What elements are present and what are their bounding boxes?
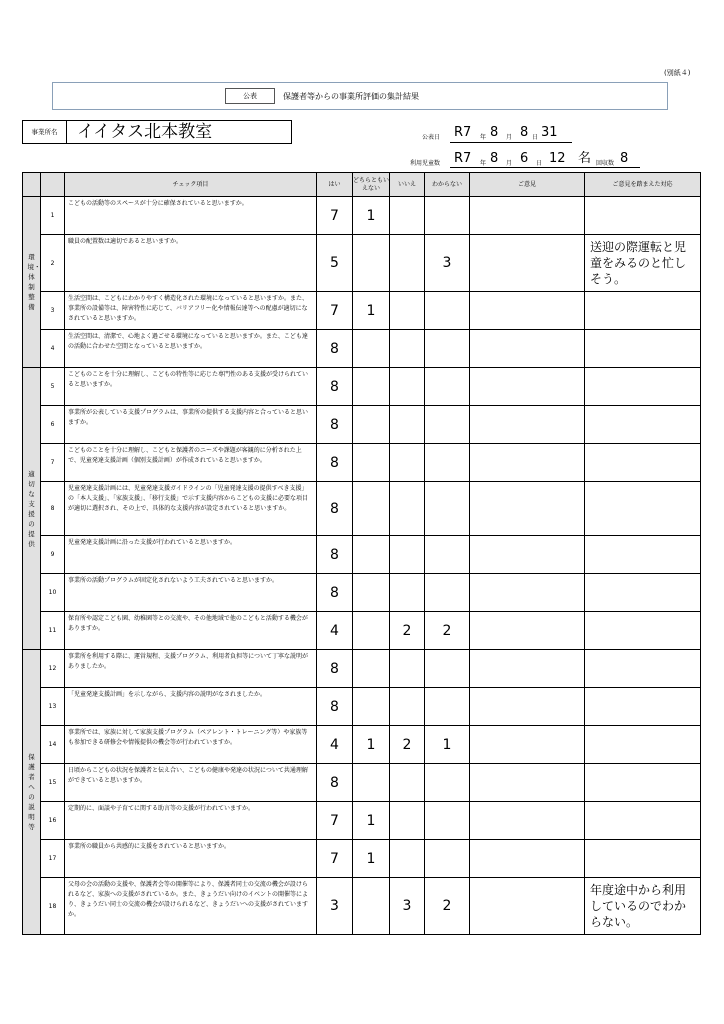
- neutral-count: [353, 612, 390, 650]
- no-count: [390, 197, 425, 235]
- usage-era: R7: [454, 151, 472, 166]
- unknown-count: [425, 292, 470, 330]
- table-row: [23, 840, 701, 878]
- yes-count: 8: [317, 406, 353, 444]
- unknown-count: [425, 444, 470, 482]
- question-text: 児童発達支援計画に沿った支援が行われていると思いますか。: [65, 536, 317, 574]
- yes-count: 8: [317, 574, 353, 612]
- table-row: [23, 574, 701, 612]
- opinion-cell: [470, 764, 585, 802]
- question-number: 8: [41, 482, 65, 536]
- neutral-count: [353, 688, 390, 726]
- usage-underline: [450, 167, 640, 168]
- neutral-count: 1: [353, 726, 390, 764]
- no-count: [390, 444, 425, 482]
- opinion-cell: [470, 406, 585, 444]
- question-text: 生活空間は、清潔で、心地よく過ごせる環境になっていると思いますか。また、こども達の活動に合わせた空間となっていると思いますか。: [65, 330, 317, 368]
- question-number: 4: [41, 330, 65, 368]
- publish-day: 31: [541, 125, 558, 140]
- response-cell: [585, 536, 701, 574]
- response-cell: [585, 406, 701, 444]
- neutral-count: 1: [353, 292, 390, 330]
- response-cell: [585, 802, 701, 840]
- neutral-count: [353, 406, 390, 444]
- table-row: [23, 536, 701, 574]
- question-number: 15: [41, 764, 65, 802]
- section-label: 保護者への説明等: [23, 650, 41, 935]
- yes-count: 4: [317, 612, 353, 650]
- publish-year-unit: 年: [480, 134, 487, 141]
- no-count: 3: [390, 878, 425, 935]
- usage-month-unit: 月: [506, 160, 513, 167]
- publish-tag: 公表: [225, 88, 275, 104]
- unknown-count: [425, 650, 470, 688]
- no-count: 2: [390, 726, 425, 764]
- neutral-count: [353, 650, 390, 688]
- response-cell: [585, 368, 701, 406]
- header-yes: はい: [317, 173, 353, 197]
- no-count: [390, 482, 425, 536]
- question-number: 11: [41, 612, 65, 650]
- question-text: 事業所では、家族に対して家族支援プログラム（ペアレント・トレーニング等）や家族等も参加できる研修会や情報提供の機会等が行われていますか。: [65, 726, 317, 764]
- table-row: [23, 802, 701, 840]
- response-cell: [585, 482, 701, 536]
- neutral-count: 1: [353, 197, 390, 235]
- unknown-count: [425, 840, 470, 878]
- question-number: 6: [41, 406, 65, 444]
- neutral-count: [353, 482, 390, 536]
- yes-count: 8: [317, 368, 353, 406]
- opinion-cell: [470, 444, 585, 482]
- table-row: [23, 368, 701, 406]
- table-row: [23, 197, 701, 235]
- response-cell: [585, 688, 701, 726]
- response-cell: [585, 330, 701, 368]
- table-row: [23, 235, 701, 292]
- evaluation-table: [22, 172, 701, 935]
- usage-year-unit: 年: [480, 160, 487, 167]
- neutral-count: 1: [353, 802, 390, 840]
- yes-count: 8: [317, 482, 353, 536]
- yes-count: 8: [317, 650, 353, 688]
- attachment-note: (別紙４): [664, 69, 691, 77]
- no-count: [390, 650, 425, 688]
- response-cell: [585, 574, 701, 612]
- yes-count: 8: [317, 444, 353, 482]
- table-row: [23, 612, 701, 650]
- unknown-count: 2: [425, 878, 470, 935]
- unknown-count: [425, 536, 470, 574]
- unknown-count: 1: [425, 726, 470, 764]
- table-row: [23, 688, 701, 726]
- question-text: 事業所を利用する際に、運営規程、支援プログラム、利用者負担等について丁寧な説明がありましたか。: [65, 650, 317, 688]
- no-count: [390, 292, 425, 330]
- opinion-cell: [470, 612, 585, 650]
- opinion-cell: [470, 482, 585, 536]
- usage-returns-label: 回収数: [596, 160, 615, 167]
- response-cell: [585, 764, 701, 802]
- question-text: 「児童発達支援計画」を示しながら、支援内容の説明がなされましたか。: [65, 688, 317, 726]
- unknown-count: [425, 688, 470, 726]
- question-text: 事業所の活動プログラムが固定化されないよう工夫されていると思いますか。: [65, 574, 317, 612]
- response-cell: [585, 726, 701, 764]
- response-cell: 年度途中から利用しているのでわからない。: [585, 878, 701, 935]
- table-row: [23, 726, 701, 764]
- opinion-cell: [470, 536, 585, 574]
- question-text: 職員の配置数は適切であると思いますか。: [65, 235, 317, 292]
- unknown-count: [425, 802, 470, 840]
- no-count: [390, 688, 425, 726]
- table-header-row: [23, 173, 701, 197]
- opinion-cell: [470, 330, 585, 368]
- header-neutral: どちらともいえない: [353, 173, 390, 197]
- question-text: 父母の会の活動の支援や、保護者会等の開催等により、保護者同士の交流の機会が設けられるなど、家族への支援がされているか。また、きょうだい向けのイベントの開催等により、きょうだい同士の交流の機会が設けられるなど、きょうだいへの支援がされていますか。: [65, 878, 317, 935]
- question-number: 18: [41, 878, 65, 935]
- question-text: 児童発達支援計画には、児童発達支援ガイドラインの「児童発達支援の提供すべき支援」の「本人支援」、「家族支援」、「移行支援」で示す支援内容からこどもの支援に必要な項目が適切に選択され、その上で、具体的な支援内容が設定されていると思いますか。: [65, 482, 317, 536]
- table-row: [23, 292, 701, 330]
- opinion-cell: [470, 802, 585, 840]
- publish-era: R7: [454, 125, 472, 140]
- opinion-cell: [470, 650, 585, 688]
- question-number: 13: [41, 688, 65, 726]
- no-count: [390, 330, 425, 368]
- question-number: 1: [41, 197, 65, 235]
- usage-year: 8: [490, 151, 499, 166]
- question-text: 生活空間は、こどもにわかりやすく構造化された環境になっていると思いますか。また、事業所の設備等は、障害特性に応じて、バリアフリー化や情報伝達等への配慮が適切になされていると思いますか。: [65, 292, 317, 330]
- response-cell: [585, 612, 701, 650]
- no-count: [390, 764, 425, 802]
- no-count: [390, 368, 425, 406]
- usage-children: 12: [549, 151, 566, 166]
- table-row: [23, 764, 701, 802]
- opinion-cell: [470, 368, 585, 406]
- neutral-count: [353, 878, 390, 935]
- no-count: [390, 235, 425, 292]
- neutral-count: 1: [353, 840, 390, 878]
- neutral-count: [353, 368, 390, 406]
- yes-count: 8: [317, 688, 353, 726]
- opinion-cell: [470, 574, 585, 612]
- question-text: こどものことを十分に理解し、こどもの特性等に応じた専門性のある支援が受けられていると思いますか。: [65, 368, 317, 406]
- unknown-count: [425, 330, 470, 368]
- publish-year: 8: [490, 125, 499, 140]
- header-section: [23, 173, 41, 197]
- unknown-count: [425, 574, 470, 612]
- publish-underline: [450, 142, 572, 143]
- question-text: こどものことを十分に理解し、こどもと保護者のニーズや課題が客観的に分析された上で、児童発達支援計画（個別支援計画）が作成されていると思いますか。: [65, 444, 317, 482]
- document-title: 保護者等からの事業所評価の集計結果: [283, 92, 419, 101]
- yes-count: 7: [317, 197, 353, 235]
- yes-count: 7: [317, 292, 353, 330]
- usage-day-unit: 日: [536, 160, 543, 167]
- table-row: [23, 444, 701, 482]
- yes-count: 3: [317, 878, 353, 935]
- header-unknown: わからない: [425, 173, 470, 197]
- usage-children-unit: 名: [578, 151, 592, 166]
- opinion-cell: [470, 840, 585, 878]
- header-opinion: ご意見: [470, 173, 585, 197]
- usage-label: 利用児童数: [410, 160, 441, 167]
- question-number: 3: [41, 292, 65, 330]
- question-number: 5: [41, 368, 65, 406]
- yes-count: 4: [317, 726, 353, 764]
- yes-count: 5: [317, 235, 353, 292]
- publish-day-unit: 日: [532, 134, 539, 141]
- unknown-count: [425, 764, 470, 802]
- header-no: いいえ: [390, 173, 425, 197]
- publish-month-unit: 月: [506, 134, 513, 141]
- no-count: [390, 840, 425, 878]
- question-number: 12: [41, 650, 65, 688]
- opinion-cell: [470, 292, 585, 330]
- publish-month: 8: [520, 125, 529, 140]
- response-cell: [585, 444, 701, 482]
- unknown-count: [425, 482, 470, 536]
- question-number: 10: [41, 574, 65, 612]
- no-count: 2: [390, 612, 425, 650]
- opinion-cell: [470, 878, 585, 935]
- header-item: チェック項目: [65, 173, 317, 197]
- usage-month: 6: [520, 151, 529, 166]
- office-label: 事業所名: [22, 120, 66, 144]
- opinion-cell: [470, 688, 585, 726]
- usage-returns: 8: [620, 151, 629, 166]
- question-text: 日頃からこどもの状況を保護者と伝え合い、こどもの健康や発達の状況について共通理解ができていると思いますか。: [65, 764, 317, 802]
- question-text: 事業所の職員から共感的に支援をされていると思いますか。: [65, 840, 317, 878]
- neutral-count: [353, 444, 390, 482]
- question-text: 事業所が公表している支援プログラムは、事業所の提供する支援内容と合っていると思いますか。: [65, 406, 317, 444]
- unknown-count: 3: [425, 235, 470, 292]
- neutral-count: [353, 536, 390, 574]
- table-row: [23, 878, 701, 935]
- table-row: [23, 330, 701, 368]
- opinion-cell: [470, 726, 585, 764]
- yes-count: 7: [317, 840, 353, 878]
- question-text: 保育所や認定こども園、幼稚園等との交流や、その他地域で他のこどもと活動する機会がありますか。: [65, 612, 317, 650]
- neutral-count: [353, 235, 390, 292]
- unknown-count: [425, 197, 470, 235]
- yes-count: 7: [317, 802, 353, 840]
- question-number: 2: [41, 235, 65, 292]
- opinion-cell: [470, 197, 585, 235]
- table-row: [23, 406, 701, 444]
- publish-date-label: 公表日: [422, 134, 441, 141]
- title-banner: [52, 82, 668, 110]
- question-number: 9: [41, 536, 65, 574]
- yes-count: 8: [317, 536, 353, 574]
- response-cell: 送迎の際運転と児童をみるのと忙しそう。: [585, 235, 701, 292]
- question-number: 14: [41, 726, 65, 764]
- header-number: [41, 173, 65, 197]
- question-number: 7: [41, 444, 65, 482]
- unknown-count: [425, 406, 470, 444]
- no-count: [390, 802, 425, 840]
- table-row: [23, 482, 701, 536]
- section-label: 適切な支援の提供: [23, 368, 41, 650]
- response-cell: [585, 292, 701, 330]
- question-number: 16: [41, 802, 65, 840]
- no-count: [390, 574, 425, 612]
- unknown-count: 2: [425, 612, 470, 650]
- question-number: 17: [41, 840, 65, 878]
- yes-count: 8: [317, 330, 353, 368]
- no-count: [390, 406, 425, 444]
- office-name: イイタス北本教室: [66, 120, 292, 144]
- neutral-count: [353, 574, 390, 612]
- opinion-cell: [470, 235, 585, 292]
- response-cell: [585, 650, 701, 688]
- neutral-count: [353, 764, 390, 802]
- no-count: [390, 536, 425, 574]
- question-text: 定期的に、面談や子育てに関する助言等の支援が行われていますか。: [65, 802, 317, 840]
- question-text: こどもの活動等のスペースが十分に確保されていると思いますか。: [65, 197, 317, 235]
- header-response: ご意見を踏まえた対応: [585, 173, 701, 197]
- section-label: 環境・体制整備: [23, 197, 41, 368]
- yes-count: 8: [317, 764, 353, 802]
- table-row: [23, 650, 701, 688]
- response-cell: [585, 197, 701, 235]
- neutral-count: [353, 330, 390, 368]
- unknown-count: [425, 368, 470, 406]
- response-cell: [585, 840, 701, 878]
